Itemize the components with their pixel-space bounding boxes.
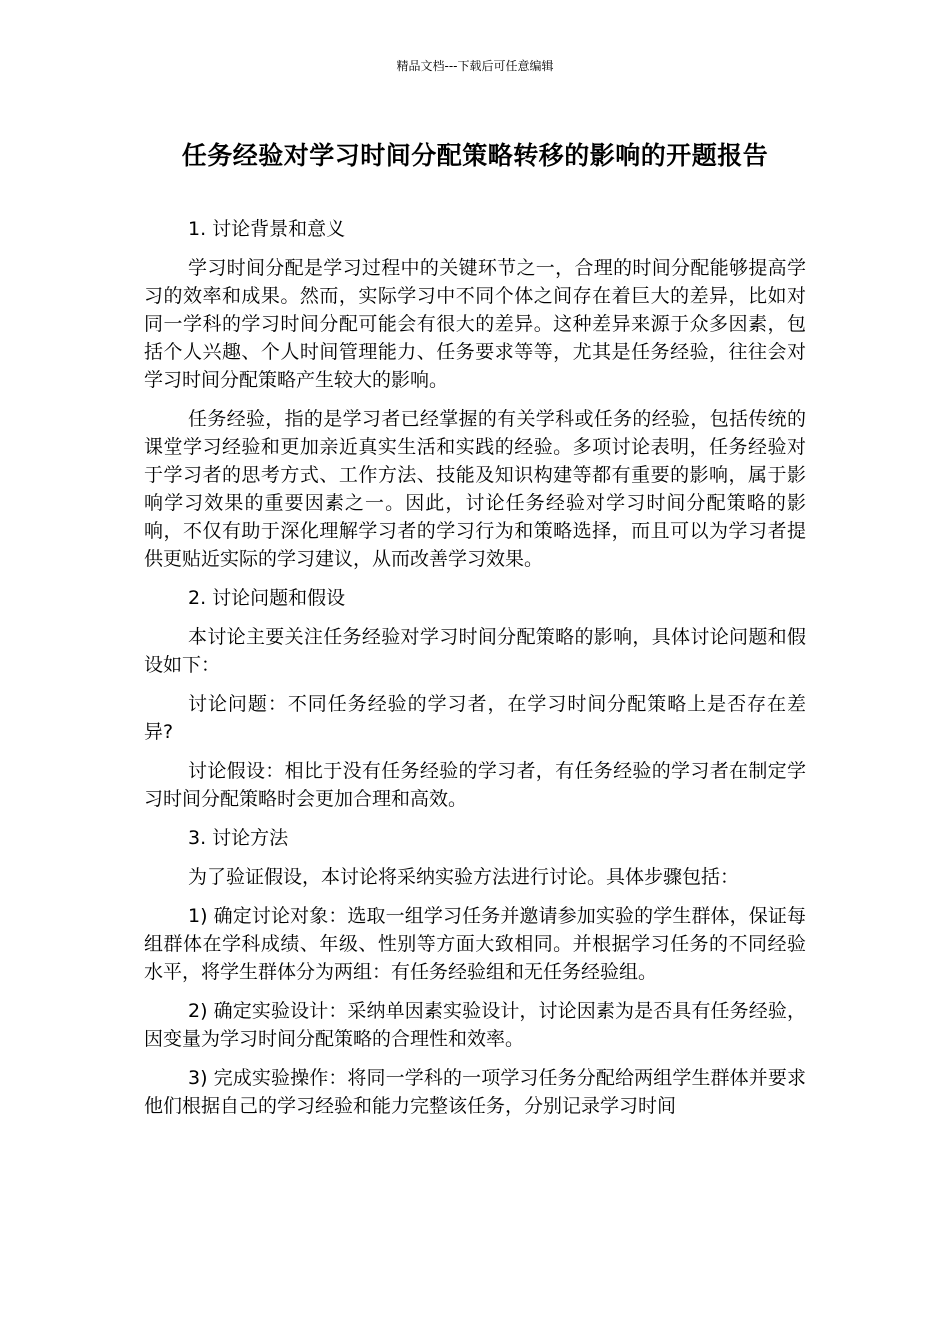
paragraph-method-step-3: 3) 完成实验操作：将同一学科的一项学习任务分配给两组学生群体并要求他们根据自己的学习经验和能力完整该任务，分别记录学习时间	[144, 1067, 806, 1117]
section-heading-questions: 2. 讨论问题和假设	[188, 587, 346, 609]
paragraph-method-intro: 为了验证假设，本讨论将采纳实验方法进行讨论。具体步骤包括：	[188, 866, 740, 888]
paragraph-method-step-2: 2) 确定实验设计：采纳单因素实验设计，讨论因素为是否具有任务经验，因变量为学习时间分配策略的合理性和效率。	[144, 1000, 806, 1050]
paragraph-background-2: 任务经验，指的是学习者已经掌握的有关学科或任务的经验，包括传统的课堂学习经验和更加亲近真实生活和实践的经验。多项讨论表明，任务经验对于学习者的思考方式、工作方法、技能及知识构建等都有重要的影响，属于影响学习效果的重要因素之一。因此，讨论任务经验对学习时间分配策略的影响，不仅有助于深化理解学习者的学习行为和策略选择，而且可以为学习者提供更贴近实际的学习建议，从而改善学习效果。	[144, 408, 806, 570]
document-title: 任务经验对学习时间分配策略转移的影响的开题报告	[181, 141, 769, 170]
document-body	[144, 215, 806, 1131]
paragraph-questions-intro: 本讨论主要关注任务经验对学习时间分配策略的影响，具体讨论问题和假设如下：	[144, 626, 806, 676]
paragraph-background-1: 学习时间分配是学习过程中的关键环节之一，合理的时间分配能够提高学习的效率和成果。然而，实际学习中不同个体之间存在着巨大的差异，比如对同一学科的学习时间分配可能会有很大的差异。这种差异来源于众多因素，包括个人兴趣、个人时间管理能力、任务要求等等，尤其是任务经验，往往会对学习时间分配策略产生较大的影响。	[144, 257, 806, 391]
paragraph-hypothesis: 讨论假设：相比于没有任务经验的学习者，有任务经验的学习者在制定学习时间分配策略时会更加合理和高效。	[144, 760, 806, 810]
header-note: 精品文档---下载后可任意编辑	[396, 59, 554, 73]
section-heading-method: 3. 讨论方法	[188, 827, 289, 849]
section-heading-background: 1. 讨论背景和意义	[188, 218, 346, 240]
paragraph-research-question: 讨论问题：不同任务经验的学习者，在学习时间分配策略上是否存在差异?	[144, 693, 806, 743]
paragraph-method-step-1: 1) 确定讨论对象：选取一组学习任务并邀请参加实验的学生群体，保证每组群体在学科成绩、年级、性别等方面大致相同。并根据学习任务的不同经验水平，将学生群体分为两组：有任务经验组和无任务经验组。	[144, 905, 806, 983]
